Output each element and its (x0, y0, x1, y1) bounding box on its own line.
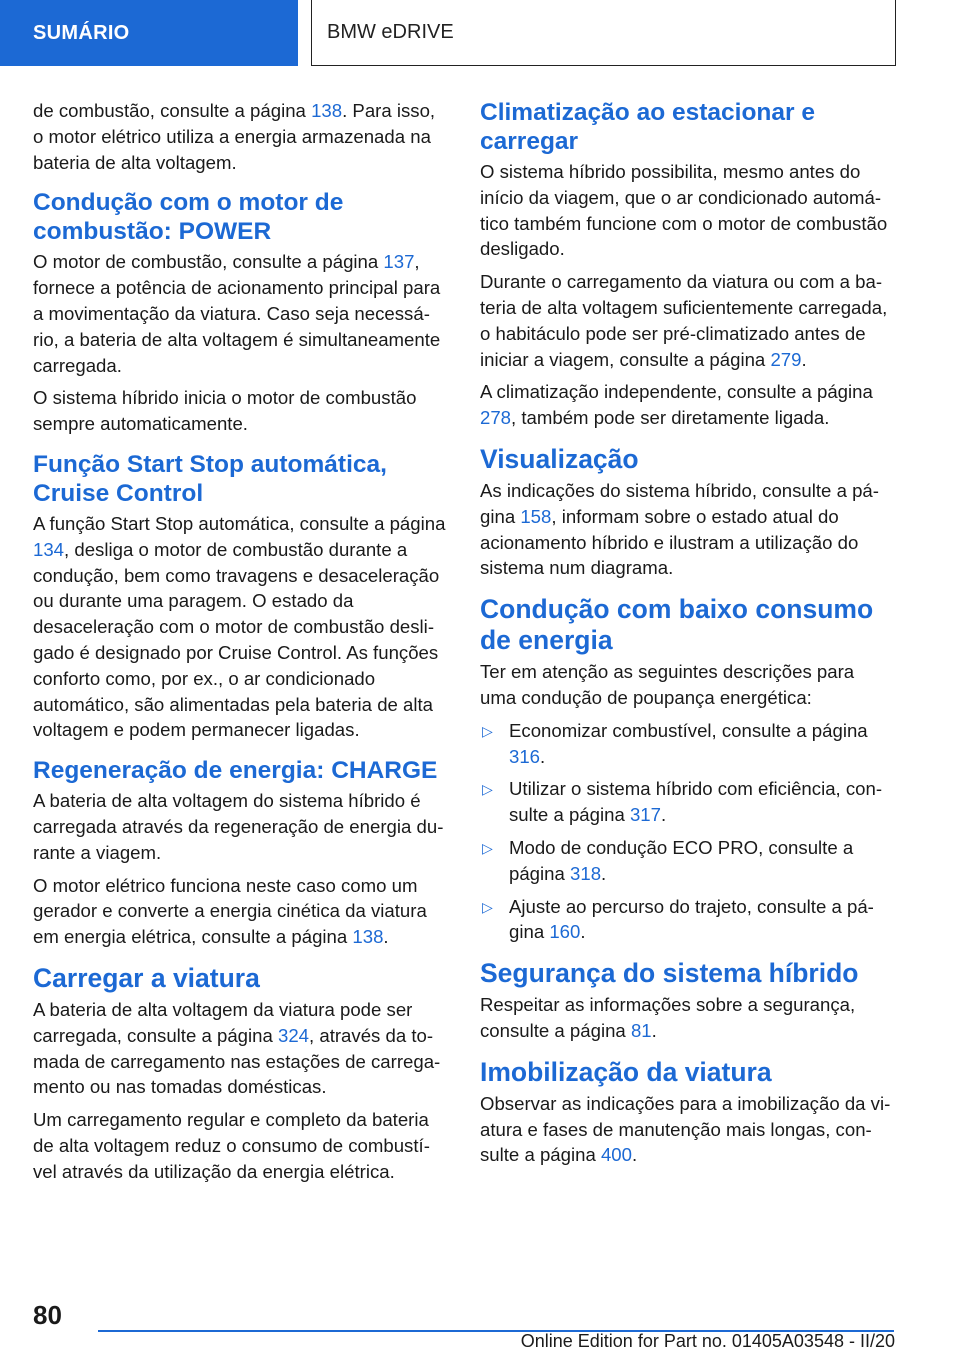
section-title: BMW eDRIVE (311, 0, 896, 66)
triangle-bullet-icon: ▷ (482, 839, 493, 856)
triangle-bullet-icon: ▷ (482, 722, 493, 739)
left-column (33, 98, 447, 1192)
paragraph: A bateria de alta voltagem da viatura pode ser carregada, consulte a página 324, através da tomada de carregamento nas estações de carregamento ou nas tomadas domésticas. (33, 998, 441, 1098)
section-heading-hybrid-safety: Segurança do sistema híbrido (480, 958, 859, 989)
page-link[interactable]: 400 (600, 1144, 632, 1166)
page-link[interactable]: 160 (549, 921, 581, 943)
page-link[interactable]: 279 (770, 348, 802, 370)
right-column (480, 98, 895, 1175)
paragraph: O motor elétrico funciona neste caso como um gerador e converte a energia cinética da viatura em energia elétrica, consulte a página 138. (33, 874, 427, 948)
list-item: ▷ Utilizar o sistema híbrido com eficiência, consulte a página 317. (482, 778, 883, 826)
page-link[interactable]: 318 (570, 862, 602, 884)
paragraph: Observar as indicações para a imobilização da viatura e fases de manutenção mais longas, consulte a página 400. (480, 1092, 891, 1166)
section-heading-low-consumption: Condução com baixo consumo de energia (480, 594, 874, 656)
section-heading-charge: Regeneração de energia: CHARGE (33, 757, 438, 785)
paragraph: O sistema híbrido inicia o motor de combustão sempre automaticamente. (33, 387, 417, 435)
page-number: 80 (33, 1300, 62, 1330)
bullet-list (480, 718, 895, 945)
page-link[interactable]: 316 (509, 745, 541, 767)
page-link[interactable]: 317 (629, 804, 661, 826)
page-link[interactable]: 137 (383, 251, 415, 273)
page-link[interactable]: 278 (480, 407, 512, 429)
page-link[interactable]: 138 (311, 100, 343, 121)
section-heading-charging: Carregar a viatura (33, 962, 260, 993)
paragraph: Um carregamento regular e completo da bateria de alta voltagem reduz o consumo de combustível através da utilização da energia elétrica. (33, 1109, 430, 1182)
list-item: ▷ Ajuste ao percurso do trajeto, consulte a página 160. (482, 895, 874, 943)
top-bar (0, 0, 960, 66)
page-link[interactable]: 158 (520, 505, 552, 527)
paragraph: de combustão, consulte a página 138. Para isso, o motor elétrico utiliza a energia armazenada na bateria de alta voltagem. (33, 100, 436, 173)
paragraph: Durante o carregamento da viatura ou com a bateria de alta voltagem suficientemente carregada, o habitáculo pode ser pré-climatizado antes de iniciar a viagem, consulte a página 279. (480, 271, 888, 370)
page-link[interactable]: 324 (278, 1024, 310, 1046)
edition-footer: Online Edition for Part no. 01405A03548 - II/20 (520, 1331, 895, 1351)
triangle-bullet-icon: ▷ (482, 898, 493, 915)
triangle-bullet-icon: ▷ (482, 781, 493, 798)
paragraph: O sistema híbrido possibilita, mesmo antes do início da viagem, que o ar condicionado automático também funcione com o motor de combustão desligado. (480, 161, 888, 260)
paragraph: A climatização independente, consulte a página 278, também pode ser diretamente ligada. (480, 381, 873, 429)
section-heading-power: Condução com o motor de combustão: POWER (33, 189, 344, 246)
paragraph: Ter em atenção as seguintes descrições para uma condução de poupança energética: (480, 661, 855, 708)
section-heading-climate: Climatização ao estacionar e carregar (480, 99, 815, 155)
paragraph: As indicações do sistema híbrido, consulte a página 158, informam sobre o estado atual do acionamento híbrido e ilustram a utilização do sistema num diagrama. (480, 479, 879, 579)
paragraph: Respeitar as informações sobre a segurança, consulte a página 81. (480, 994, 856, 1041)
paragraph: A função Start Stop automática, consulte a página 134, desliga o motor de combustão durante a condução, bem como travagens e desaceleração ou durante uma paragem. O estado da desaceleração com o motor de combustão desligado é designado por Cruise Control. As funções conforto como, por ex., o ar condicionado automático, são alimentadas pela bateria de alta voltagem e podem permanecer ligadas. (33, 512, 446, 741)
paragraph: A bateria de alta voltagem do sistema híbrido é carregada através da regeneração de energia durante a viagem. (33, 790, 444, 863)
paragraph: O motor de combustão, consulte a página 137, fornece a potência de acionamento principal para a movimentação da viatura. Caso seja necessário, a bateria de alta voltagem é simultaneamente carregada. (33, 251, 441, 376)
page-link[interactable]: 81 (630, 1019, 652, 1041)
page-link[interactable]: 134 (33, 538, 65, 560)
list-item: ▷ Economizar combustível, consulte a página 316. (482, 719, 868, 767)
page-link[interactable]: 138 (352, 926, 384, 948)
section-heading-immobilization: Imobilização da viatura (480, 1056, 772, 1087)
section-heading-display: Visualização (480, 443, 639, 474)
summary-tab[interactable]: SUMÁRIO (0, 0, 298, 66)
section-heading-start-stop: Função Start Stop automática, Cruise Control (33, 450, 387, 507)
list-item: ▷ Modo de condução ECO PRO, consulte a página 318. (482, 836, 854, 884)
